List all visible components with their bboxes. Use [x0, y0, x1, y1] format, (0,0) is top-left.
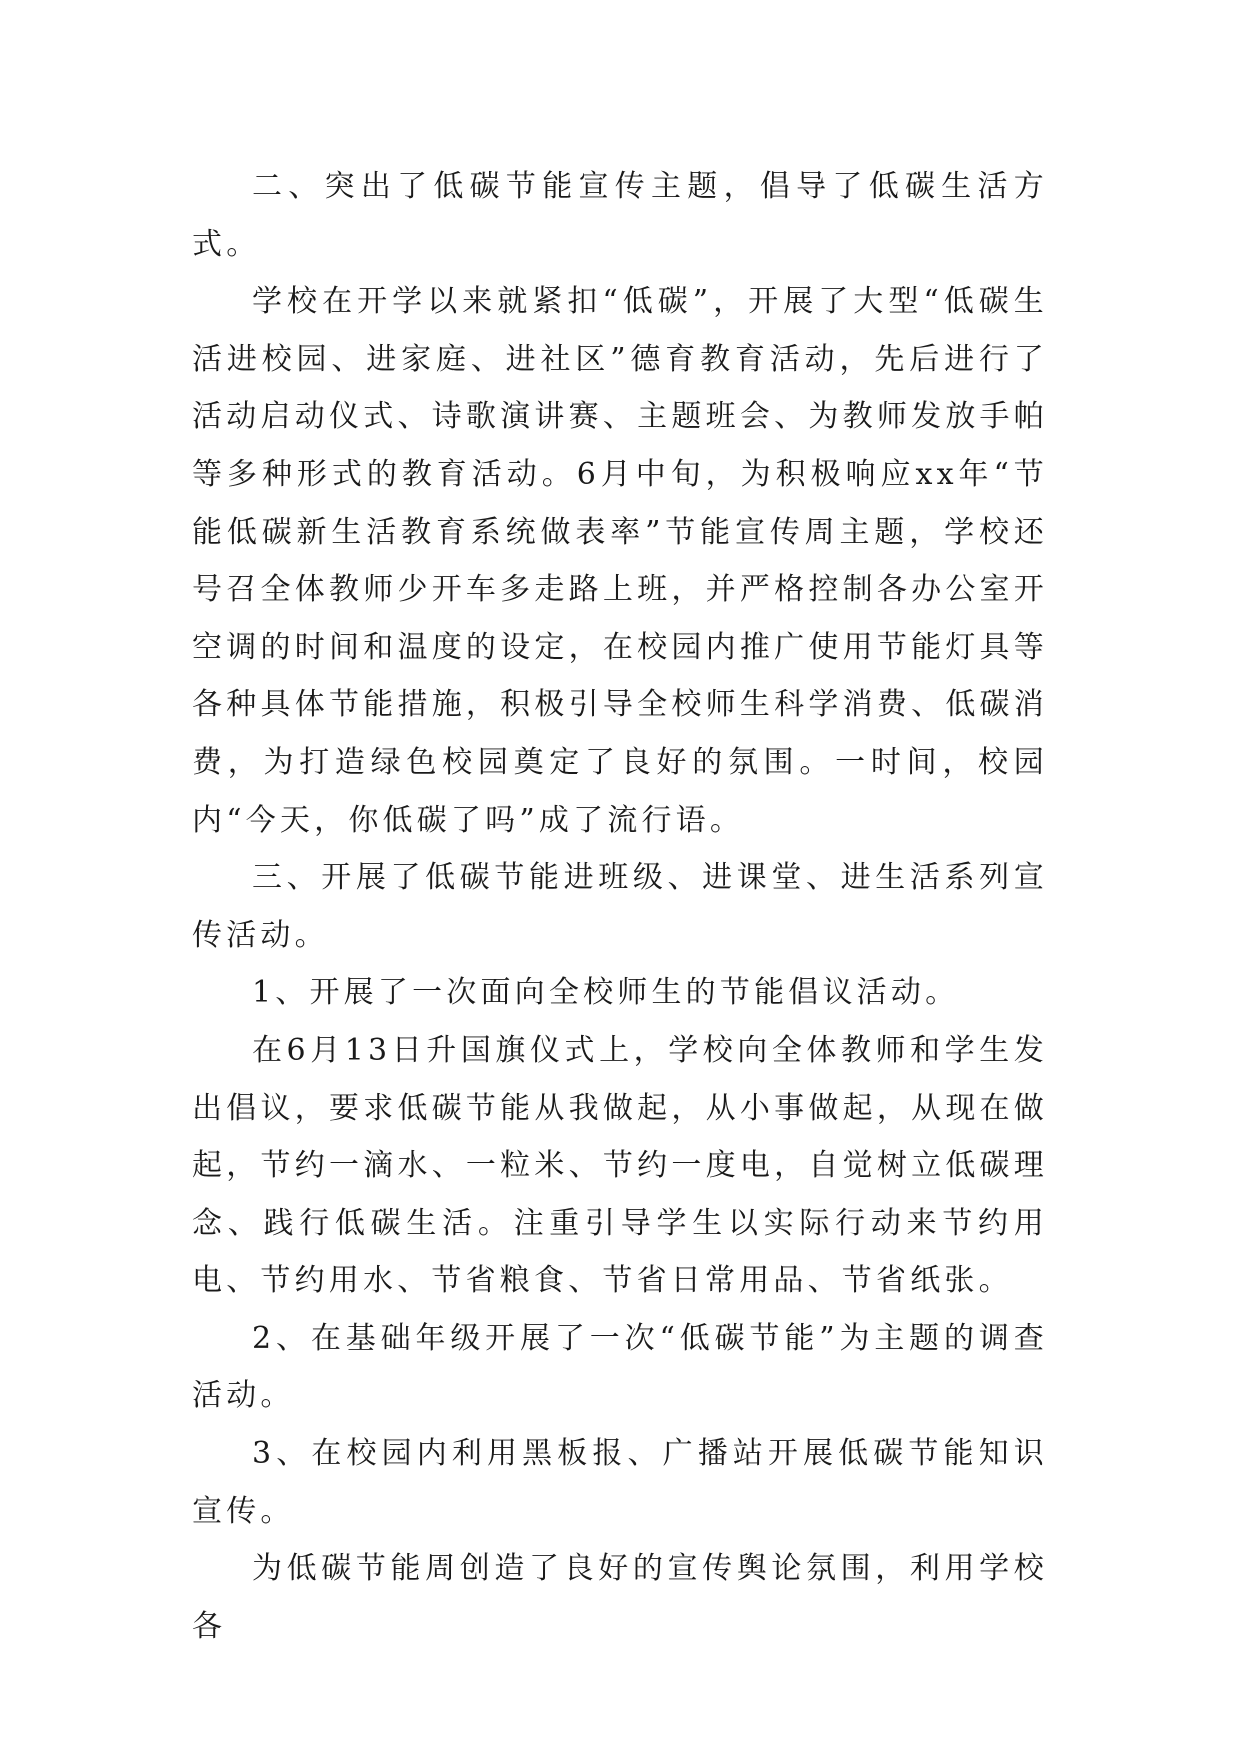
paragraph-flag-ceremony: 在6月13日升国旗仪式上，学校向全体教师和学生发出倡议，要求低碳节能从我做起，从小事做起，从现在做起，节约一滴水、一粒米、节约一度电，自觉树立低碳理念、践行低碳生活。注重引导学生以实际行动来节约用电、节约用水、节省粮食、节省日常用品、节省纸张。 [192, 1032, 1048, 1299]
section-heading-3: 三、开展了低碳节能进班级、进课堂、进生活系列宣传活动。 [192, 860, 1048, 953]
item-1-heading: 1、开展了一次面向全校师生的节能倡议活动。 [252, 975, 960, 1011]
paragraph-publicity: 为低碳节能周创造了良好的宣传舆论氛围，利用学校各 [192, 1551, 1048, 1644]
item-3-heading: 3、在校园内利用黑板报、广播站开展低碳节能知识宣传。 [192, 1436, 1048, 1529]
paragraph-low-carbon-activities: 学校在开学以来就紧扣“低碳”，开展了大型“低碳生活进校园、进家庭、进社区”德育教育活动，先后进行了活动启动仪式、诗歌演讲赛、主题班会、为教师发放手帕等多种形式的教育活动。6月中旬，为积极响应xx年“节能低碳新生活教育系统做表率”节能宣传周主题，学校还号召全体教师少开车多走路上班，并严格控制各办公室开空调的时间和温度的设定，在校园内推广使用节能灯具等各种具体节能措施，积极引导全校师生科学消费、低碳消费，为打造绿色校园奠定了良好的氛围。一时间，校园内“今天，你低碳了吗”成了流行语。 [192, 284, 1048, 838]
item-2-heading: 2、在基础年级开展了一次“低碳节能”为主题的调查活动。 [192, 1320, 1048, 1414]
section-heading-2: 二、突出了低碳节能宣传主题，倡导了低碳生活方式。 [192, 169, 1048, 262]
document-body [192, 158, 1048, 1655]
